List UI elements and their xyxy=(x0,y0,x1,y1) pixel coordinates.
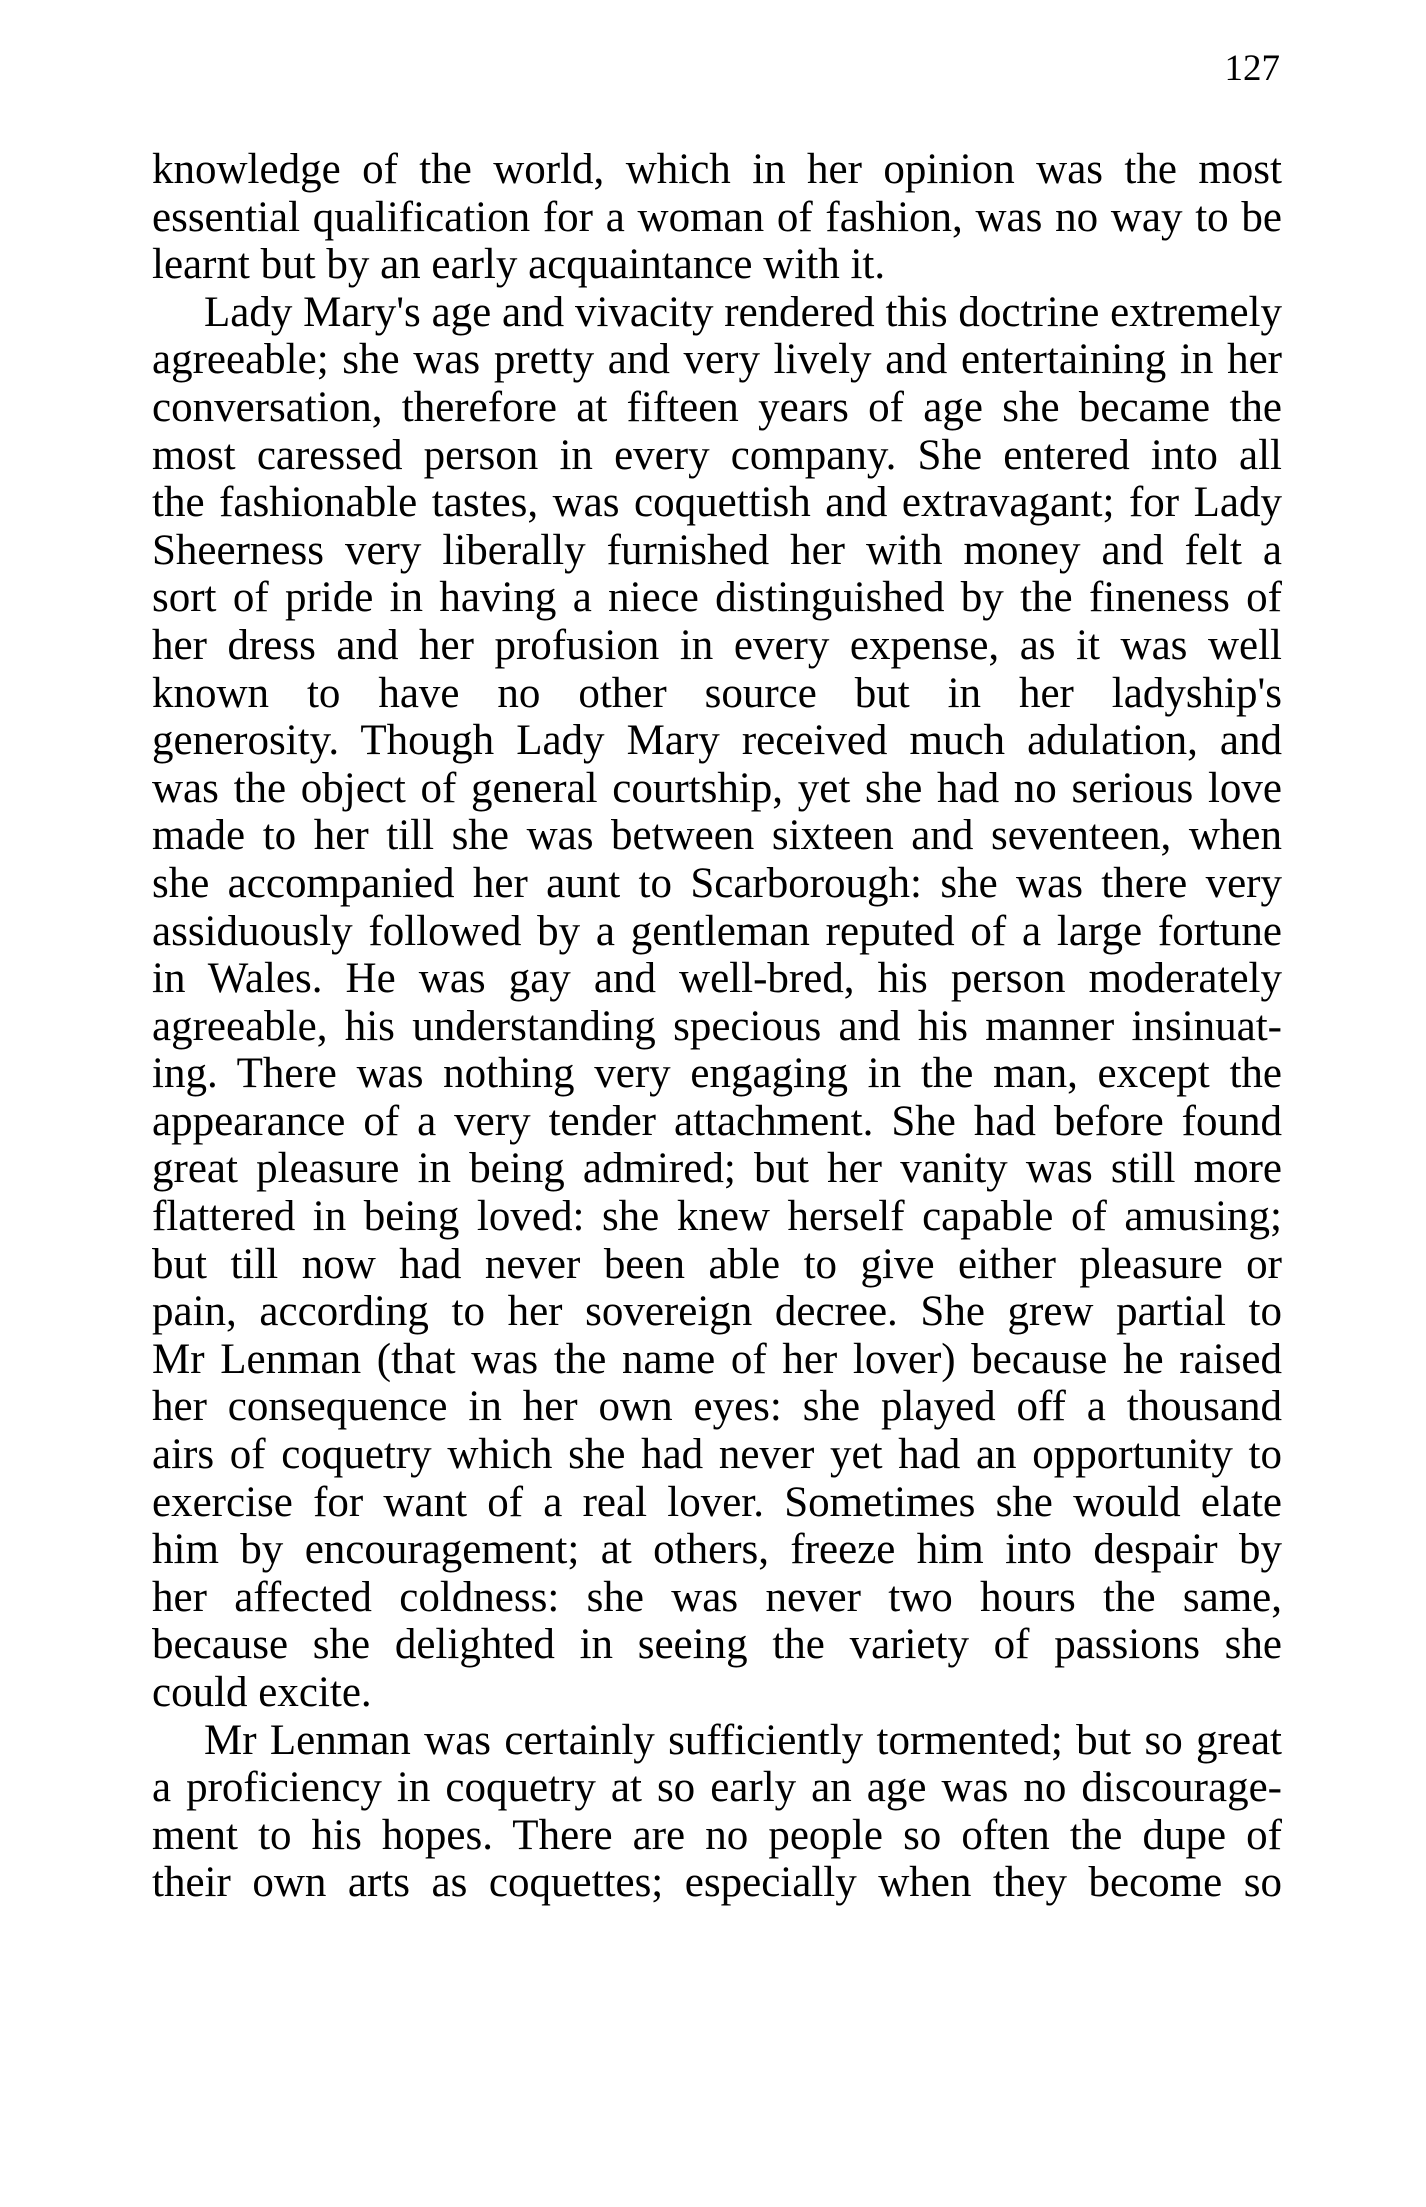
text-line: in Wales. He was gay and well-bred, his person moderately xyxy=(152,955,1282,1003)
text-line: flattered in being loved: she knew herself capable of amusing; xyxy=(152,1193,1282,1241)
text-line: assiduously followed by a gentleman reputed of a large fortune xyxy=(152,907,1282,955)
text-line: her affected coldness: she was never two hours the same, xyxy=(152,1573,1282,1621)
text-line: airs of coquetry which she had never yet had an opportunity to xyxy=(152,1431,1282,1479)
text-line: appearance of a very tender attachment. She had before found xyxy=(152,1097,1282,1145)
text-line: her dress and her profusion in every expense, as it was well xyxy=(152,621,1282,669)
text-line: was the object of general courtship, yet she had no serious love xyxy=(152,764,1282,812)
text-line: pain, according to her sovereign decree. She grew partial to xyxy=(152,1288,1282,1336)
text-line: him by encouragement; at others, freeze him into despair by xyxy=(152,1526,1282,1574)
text-line: their own arts as coquettes; especially when they become so xyxy=(152,1859,1282,1907)
text-line: the fashionable tastes, was coquettish and extravagant; for Lady xyxy=(152,479,1282,527)
text-line: sort of pride in having a niece distinguished by the fineness of xyxy=(152,574,1282,622)
text-line: exercise for want of a real lover. Sometimes she would elate xyxy=(152,1478,1282,1526)
text-line: agreeable, his understanding specious and his manner insinuat- xyxy=(152,1002,1282,1050)
text-line: Lady Mary's age and vivacity rendered this doctrine extremely xyxy=(204,288,1282,336)
text-line: most caressed person in every company. She entered into all xyxy=(152,431,1282,479)
text-line: she accompanied her aunt to Scarborough: she was there very xyxy=(152,859,1282,907)
text-line: a proficiency in coquetry at so early an age was no discourage- xyxy=(152,1764,1282,1812)
page-number: 127 xyxy=(1224,48,1280,89)
text-line: ment to his hopes. There are no people so often the dupe of xyxy=(152,1811,1282,1859)
text-line: conversation, therefore at fifteen years of age she became the xyxy=(152,383,1282,431)
text-line: Mr Lenman was certainly sufficiently tormented; but so great xyxy=(204,1716,1282,1764)
text-line: great pleasure in being admired; but her vanity was still more xyxy=(152,1145,1282,1193)
text-line: Mr Lenman (that was the name of her lover) because he raised xyxy=(152,1335,1282,1383)
text-line: could excite. xyxy=(152,1669,372,1716)
text-line: knowledge of the world, which in her opinion was the most xyxy=(152,146,1282,193)
text-line: ing. There was nothing very engaging in the man, except the xyxy=(152,1050,1282,1098)
text-line: agreeable; she was pretty and very lively and entertaining in her xyxy=(152,336,1282,384)
text-line: made to her till she was between sixteen and seventeen, when xyxy=(152,812,1282,860)
text-line: essential qualification for a woman of fashion, was no way to be xyxy=(152,193,1282,241)
text-line: known to have no other source but in her ladyship's xyxy=(152,669,1282,717)
text-line: Sheerness very liberally furnished her with money and felt a xyxy=(152,526,1282,574)
text-line: generosity. Though Lady Mary received much adulation, and xyxy=(152,717,1282,765)
body-text xyxy=(152,146,1282,1907)
text-line: because she delighted in seeing the variety of passions she xyxy=(152,1621,1282,1669)
text-line: learnt but by an early acquaintance with it. xyxy=(152,241,886,289)
text-line: her consequence in her own eyes: she played off a thousand xyxy=(152,1383,1282,1431)
text-line: but till now had never been able to give either pleasure or xyxy=(152,1240,1282,1288)
